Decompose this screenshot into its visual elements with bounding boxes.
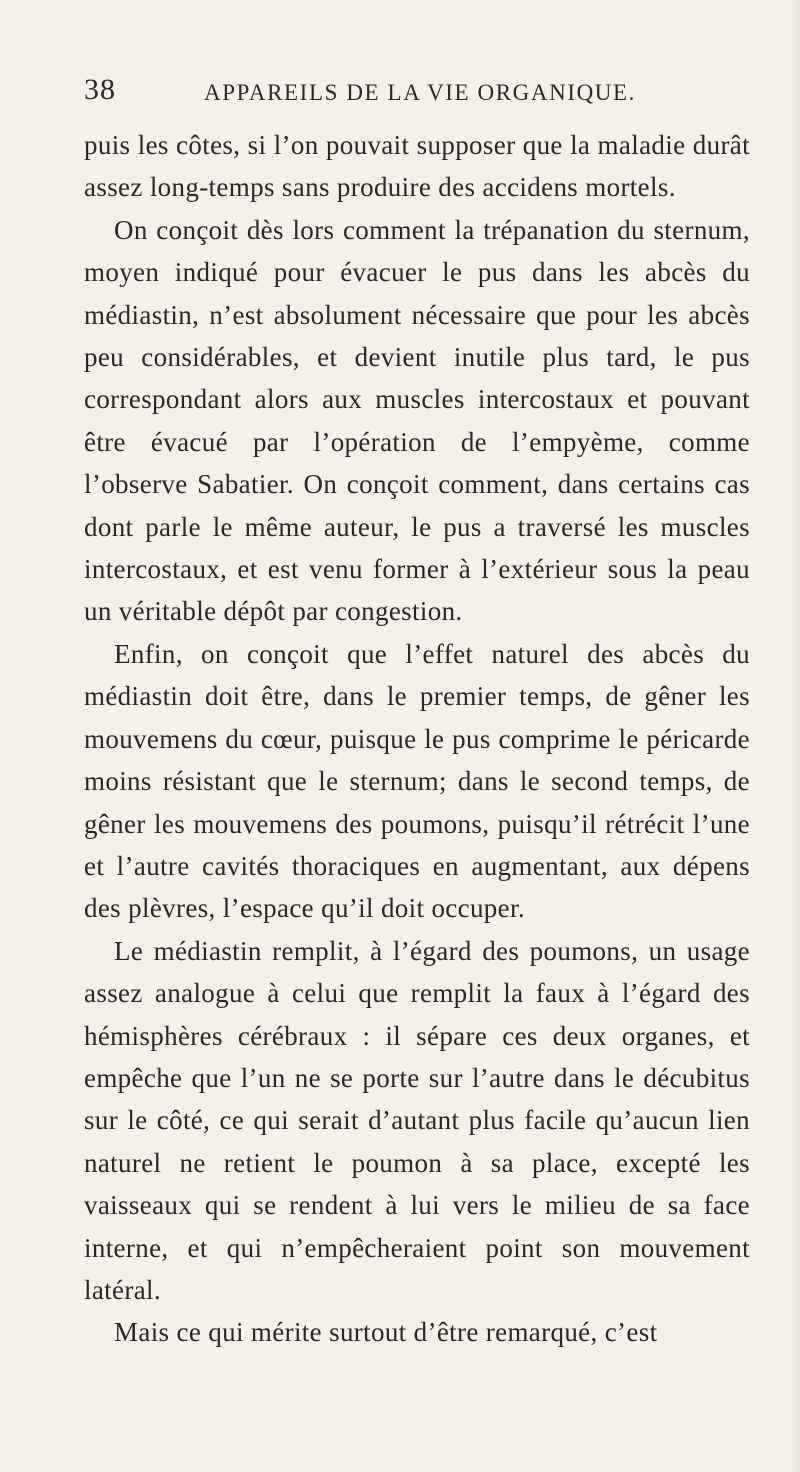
paragraph-1: puis les côtes, si l’on pouvait supposer que la maladie durât assez long-temps sans produire des accidens mortels. xyxy=(84,130,750,203)
paragraph-4: Le médiastin remplit, à l’égard des poumons, un usage assez analogue à celui que remplit la faux à l’égard des hémisphères cérébraux : il sépare ces deux organes, et empêche que l’un ne se porte sur l’autre dans le décubitus sur le côté, ce qui serait d’autant plus facile qu’aucun lien naturel ne retient le poumon à sa place, excepté les vaisseaux qui se rendent à lui vers le milieu de sa face interne, et qui n’empêcheraient point son mouvement latéral. xyxy=(84,935,750,1305)
body-text xyxy=(84,124,750,1354)
paragraph-3: Enfin, on conçoit que l’effet naturel des abcès du médiastin doit être, dans le premier temps, de gêner les mouvemens du cœur, puisque le pus comprime le péricarde moins résistant que le sternum; dans le second temps, de gêner les mouvemens des poumons, puisqu’il rétrécit l’une et l’autre cavités thoraciques en augmentant, aux dépens des plèvres, l’espace qu’il doit occuper. xyxy=(84,638,750,924)
paragraph-5: Mais ce qui mérite surtout d’être remarqué, c’est xyxy=(114,1317,658,1348)
page-number: 38 xyxy=(84,73,116,106)
page-edge-shadow xyxy=(790,0,800,1472)
running-head: APPAREILS DE LA VIE ORGANIQUE. xyxy=(204,80,636,105)
paragraph-2: On conçoit dès lors comment la trépanation du sternum, moyen indiqué pour évacuer le pus dans les abcès du médiastin, n’est absolument nécessaire que pour les abcès peu considérables, et devient inutile plus tard, le pus correspondant alors aux muscles intercostaux et pouvant être évacué par l’opération de l’empyème, comme l’observe Sabatier. On conçoit comment, dans certains cas dont parle le même auteur, le pus a traversé les muscles intercostaux, et est venu former à l’extérieur sous la peau un véritable dépôt par congestion. xyxy=(84,214,750,627)
page-header xyxy=(84,72,750,120)
